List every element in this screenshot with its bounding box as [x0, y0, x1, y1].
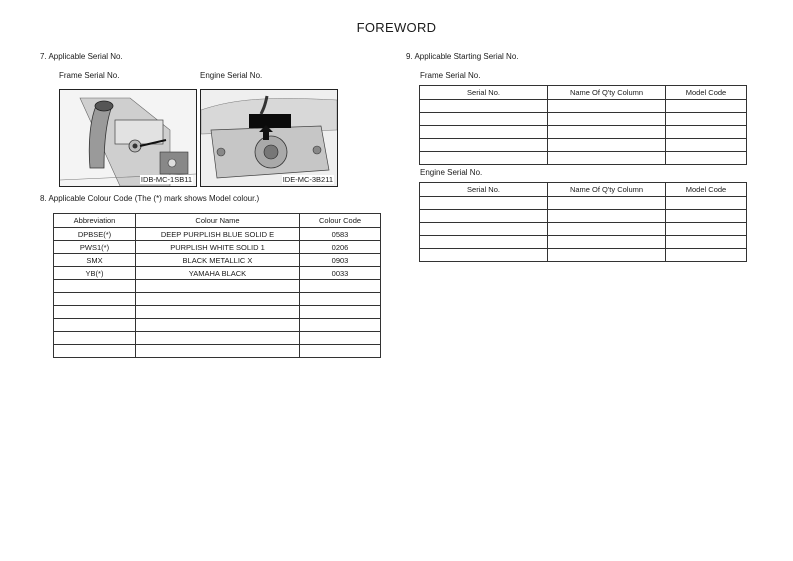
qty-column-cell [548, 223, 666, 236]
colour-name-cell [136, 293, 300, 306]
qty-column-cell [548, 152, 666, 165]
table-row [420, 197, 747, 210]
section-7-heading: 7. Applicable Serial No. [40, 52, 123, 61]
qty-column-cell [548, 126, 666, 139]
colour-code-cell [300, 293, 381, 306]
model-code-cell [666, 197, 747, 210]
frame-serial-label: Frame Serial No. [59, 71, 120, 80]
abbreviation-cell: DPBSE(*) [54, 228, 136, 241]
colour-name-cell [136, 306, 300, 319]
qty-column-cell [548, 210, 666, 223]
serial-no-cell [420, 236, 548, 249]
table-row [420, 210, 747, 223]
section-8-heading: 8. Applicable Colour Code (The (*) mark shows Model colour.) [40, 194, 260, 203]
colour-name-cell [136, 280, 300, 293]
table-header-row [54, 214, 381, 228]
colour-code-cell [300, 280, 381, 293]
qty-column-cell [548, 197, 666, 210]
colour-name-cell [136, 345, 300, 358]
colour-code-cell [300, 332, 381, 345]
qty-column-cell [548, 139, 666, 152]
frame-serial-photo [59, 89, 197, 187]
table-row [54, 267, 381, 280]
table-header-row [420, 183, 747, 197]
starting-frame-serial-label: Frame Serial No. [420, 71, 481, 80]
frame-illustration [60, 90, 196, 186]
serial-no-cell [420, 197, 548, 210]
model-code-cell [666, 152, 747, 165]
abbreviation-cell [54, 306, 136, 319]
abbreviation-cell [54, 345, 136, 358]
colour-name-cell [136, 332, 300, 345]
engine-serial-label: Engine Serial No. [200, 71, 263, 80]
table-row [54, 293, 381, 306]
column-header-colour-name: Colour Name [136, 214, 300, 228]
model-code-cell [666, 113, 747, 126]
serial-no-cell [420, 139, 548, 152]
abbreviation-cell [54, 280, 136, 293]
qty-column-cell [548, 113, 666, 126]
abbreviation-cell: YB(*) [54, 267, 136, 280]
colour-code-cell: 0033 [300, 267, 381, 280]
section-9-heading: 9. Applicable Starting Serial No. [406, 52, 519, 61]
qty-column-cell [548, 249, 666, 262]
column-header-model-code: Model Code [666, 183, 747, 197]
abbreviation-cell: SMX [54, 254, 136, 267]
engine-photo-caption: IDE-MC-3B211 [282, 175, 333, 184]
table-row [420, 126, 747, 139]
colour-code-cell [300, 319, 381, 332]
abbreviation-cell [54, 293, 136, 306]
colour-code-cell: 0583 [300, 228, 381, 241]
engine-illustration [201, 90, 337, 186]
colour-name-cell: PURPLISH WHITE SOLID 1 [136, 241, 300, 254]
qty-column-cell [548, 236, 666, 249]
serial-no-cell [420, 100, 548, 113]
engine-serial-table [419, 182, 747, 262]
colour-name-cell: DEEP PURPLISH BLUE SOLID E [136, 228, 300, 241]
colour-name-cell: YAMAHA BLACK [136, 267, 300, 280]
model-code-cell [666, 236, 747, 249]
model-code-cell [666, 139, 747, 152]
serial-no-cell [420, 113, 548, 126]
serial-no-cell [420, 249, 548, 262]
table-row [54, 319, 381, 332]
colour-code-cell [300, 345, 381, 358]
column-header-qty-column: Name Of Q'ty Column [548, 86, 666, 100]
colour-code-table [53, 213, 381, 358]
table-row [54, 254, 381, 267]
page-title: FOREWORD [356, 20, 437, 35]
table-row [54, 332, 381, 345]
table-row [420, 249, 747, 262]
table-row [54, 306, 381, 319]
abbreviation-cell: PWS1(*) [54, 241, 136, 254]
abbreviation-cell [54, 332, 136, 345]
table-row [54, 241, 381, 254]
serial-no-cell [420, 223, 548, 236]
engine-serial-photo [200, 89, 338, 187]
frame-photo-caption: IDB-MC-1SB11 [140, 175, 192, 184]
frame-serial-table [419, 85, 747, 165]
colour-name-cell [136, 319, 300, 332]
model-code-cell [666, 210, 747, 223]
table-row [420, 100, 747, 113]
model-code-cell [666, 100, 747, 113]
starting-engine-serial-label: Engine Serial No. [420, 168, 483, 177]
table-row [420, 223, 747, 236]
model-code-cell [666, 126, 747, 139]
column-header-serial-no: Serial No. [420, 86, 548, 100]
table-row [420, 113, 747, 126]
table-row [54, 228, 381, 241]
column-header-model-code: Model Code [666, 86, 747, 100]
model-code-cell [666, 223, 747, 236]
table-row [420, 139, 747, 152]
colour-code-cell: 0206 [300, 241, 381, 254]
serial-no-cell [420, 210, 548, 223]
serial-no-cell [420, 126, 548, 139]
serial-no-cell [420, 152, 548, 165]
column-header-qty-column: Name Of Q'ty Column [548, 183, 666, 197]
abbreviation-cell [54, 319, 136, 332]
colour-code-cell: 0903 [300, 254, 381, 267]
table-row [54, 280, 381, 293]
column-header-colour-code: Colour Code [300, 214, 381, 228]
column-header-abbreviation: Abbreviation [54, 214, 136, 228]
model-code-cell [666, 249, 747, 262]
table-header-row [420, 86, 747, 100]
qty-column-cell [548, 100, 666, 113]
colour-code-cell [300, 306, 381, 319]
table-row [54, 345, 381, 358]
colour-name-cell: BLACK METALLIC X [136, 254, 300, 267]
table-row [420, 152, 747, 165]
column-header-serial-no: Serial No. [420, 183, 548, 197]
table-row [420, 236, 747, 249]
